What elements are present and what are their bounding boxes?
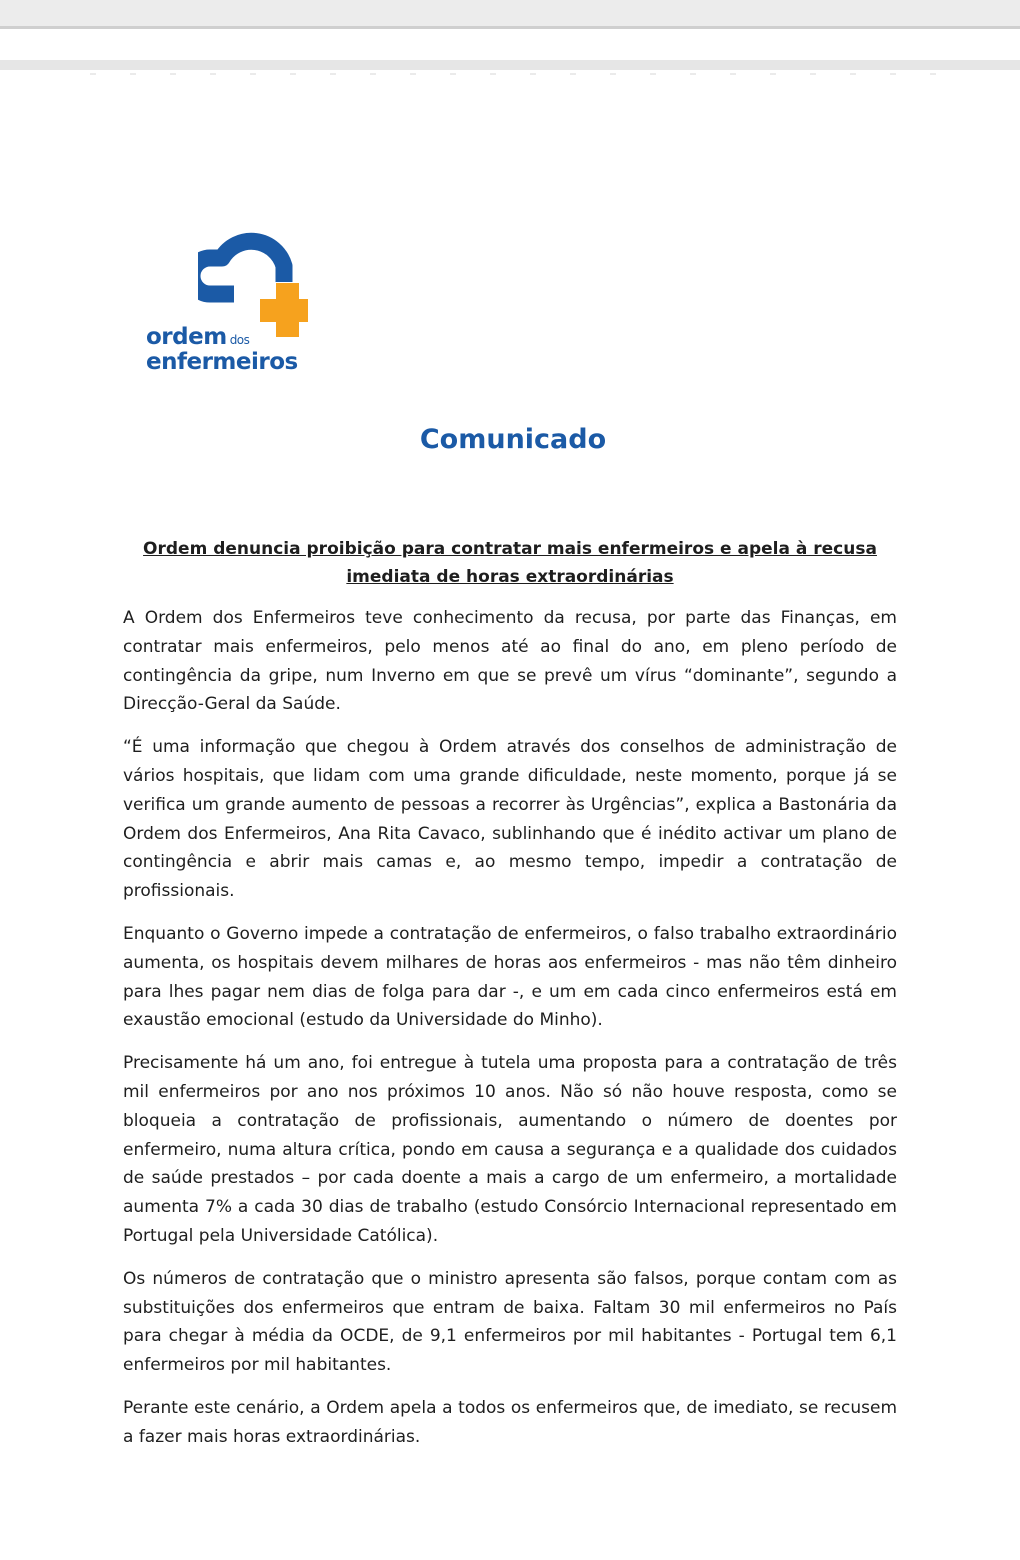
body-paragraph: Perante este cenário, a Ordem apela a todos os enfermeiros que, de imediato, se recusem a fazer mais horas extraordinárias.	[123, 1397, 897, 1447]
scan-top-band	[0, 0, 1020, 28]
press-release-body	[123, 604, 897, 1466]
body-paragraph: A Ordem dos Enfermeiros teve conhecimento da recusa, por parte das Finanças, em contratar mais enfermeiros, pelo menos até ao final do ano, em pleno período de contingência da gripe, num Inverno em que se prevê um vírus “dominante”, segundo a Direcção-Geral da Saúde.	[123, 608, 897, 715]
logo-emblem-icon	[198, 232, 308, 337]
scan-top-band-edge	[0, 26, 1020, 29]
scan-artifacts	[90, 73, 970, 75]
logo-word-ordem: ordem	[146, 324, 227, 350]
body-paragraph: “É uma informação que chegou à Ordem através dos conselhos de administração de vários hospitais, que lidam com uma grande dificuldade, neste momento, porque já se verifica um grande aumento de pessoas a recorrer às Urgências”, explica a Bastonária da Ordem dos Enfermeiros, Ana Rita Cavaco, sublinhando que é inédito activar um plano de contingência e abrir mais camas e, ao mesmo tempo, impedir a contratação de profissionais.	[123, 737, 897, 902]
body-paragraph: Enquanto o Governo impede a contratação de enfermeiros, o falso trabalho extraordinário aumenta, os hospitais devem milhares de horas aos enfermeiros - mas não têm dinheiro para lhes pagar nem dias de folga para dar -, e um em cada cinco enfermeiros está em exaustão emocional (estudo da Universidade do Minho).	[123, 923, 897, 1031]
logo-text-ordem	[146, 324, 249, 350]
press-release-headline: Ordem denuncia proibição para contratar mais enfermeiros e apela à recusa imediata de horas extraordinárias	[143, 539, 877, 587]
scan-second-band	[0, 60, 1020, 70]
ordem-enfermeiros-logo	[146, 232, 316, 377]
body-paragraph: Precisamente há um ano, foi entregue à tutela uma proposta para a contratação de três mil enfermeiros por ano nos próximos 10 anos. Não só não houve resposta, como se bloqueia a contratação de profissionais, aumentando o número de doentes por enfermeiro, numa altura crítica, pondo em causa a segurança e a qualidade dos cuidados de saúde prestados – por cada doente a mais a cargo de um enfermeiro, a mortalidade aumenta 7% a cada 30 dias de trabalho (estudo Consórcio Internacional representado em Portugal pela Universidade Católica).	[123, 1053, 897, 1246]
document-title: Comunicado	[419, 424, 607, 455]
logo-text-enfermeiros: enfermeiros	[146, 349, 298, 375]
body-paragraph: Os números de contratação que o ministro apresenta são falsos, porque contam com as substituições dos enfermeiros que entram de baixa. Faltam 30 mil enfermeiros no País para chegar à média da OCDE, de 9,1 enfermeiros por mil habitantes - Portugal tem 6,1 enfermeiros por mil habitantes.	[123, 1268, 897, 1376]
logo-word-dos: dos	[229, 333, 250, 347]
